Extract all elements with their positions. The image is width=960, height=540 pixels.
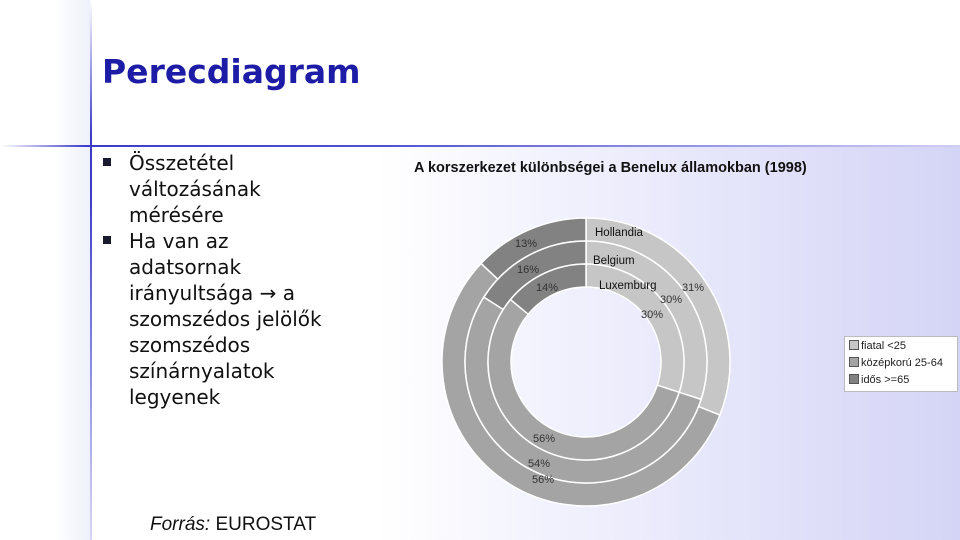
legend-label: középkorú 25-64: [861, 357, 943, 369]
data-label: 54%: [528, 458, 551, 470]
data-label: 31%: [682, 282, 705, 294]
legend-label: idős >=65: [861, 374, 910, 386]
bullet-text: Ha van az adatsornak irányultsága → a szomszédos jelölők szomszédos színárnyalatok legyenek: [129, 229, 322, 409]
data-label: 56%: [532, 474, 555, 486]
legend-item: [849, 357, 943, 370]
data-label: 13%: [515, 238, 538, 250]
legend-swatch-icon: [849, 374, 859, 384]
legend-swatch-icon: [849, 340, 859, 350]
chart-title: A korszerkezet különbségei a Benelux államokban (1998): [414, 160, 807, 176]
data-label: 30%: [641, 309, 664, 321]
data-label: 56%: [533, 433, 556, 445]
legend-label: fiatal <25: [861, 340, 906, 352]
source-label: Forrás:: [150, 514, 211, 535]
slide-title: Perecdiagram: [102, 52, 361, 91]
bullet-text: Összetétel változásának mérésére: [129, 151, 261, 227]
legend-item: [849, 340, 906, 353]
data-label: 16%: [517, 264, 540, 276]
ring-label: Belgium: [593, 255, 635, 267]
ring-label: Hollandia: [595, 227, 643, 239]
ring-label: Luxemburg: [599, 280, 657, 292]
legend-swatch-icon: [849, 357, 859, 367]
data-label: 30%: [660, 294, 683, 306]
source-name: EUROSTAT: [215, 514, 317, 535]
data-label: 14%: [536, 282, 559, 294]
chart-legend: [844, 336, 958, 392]
legend-item: [849, 374, 909, 387]
